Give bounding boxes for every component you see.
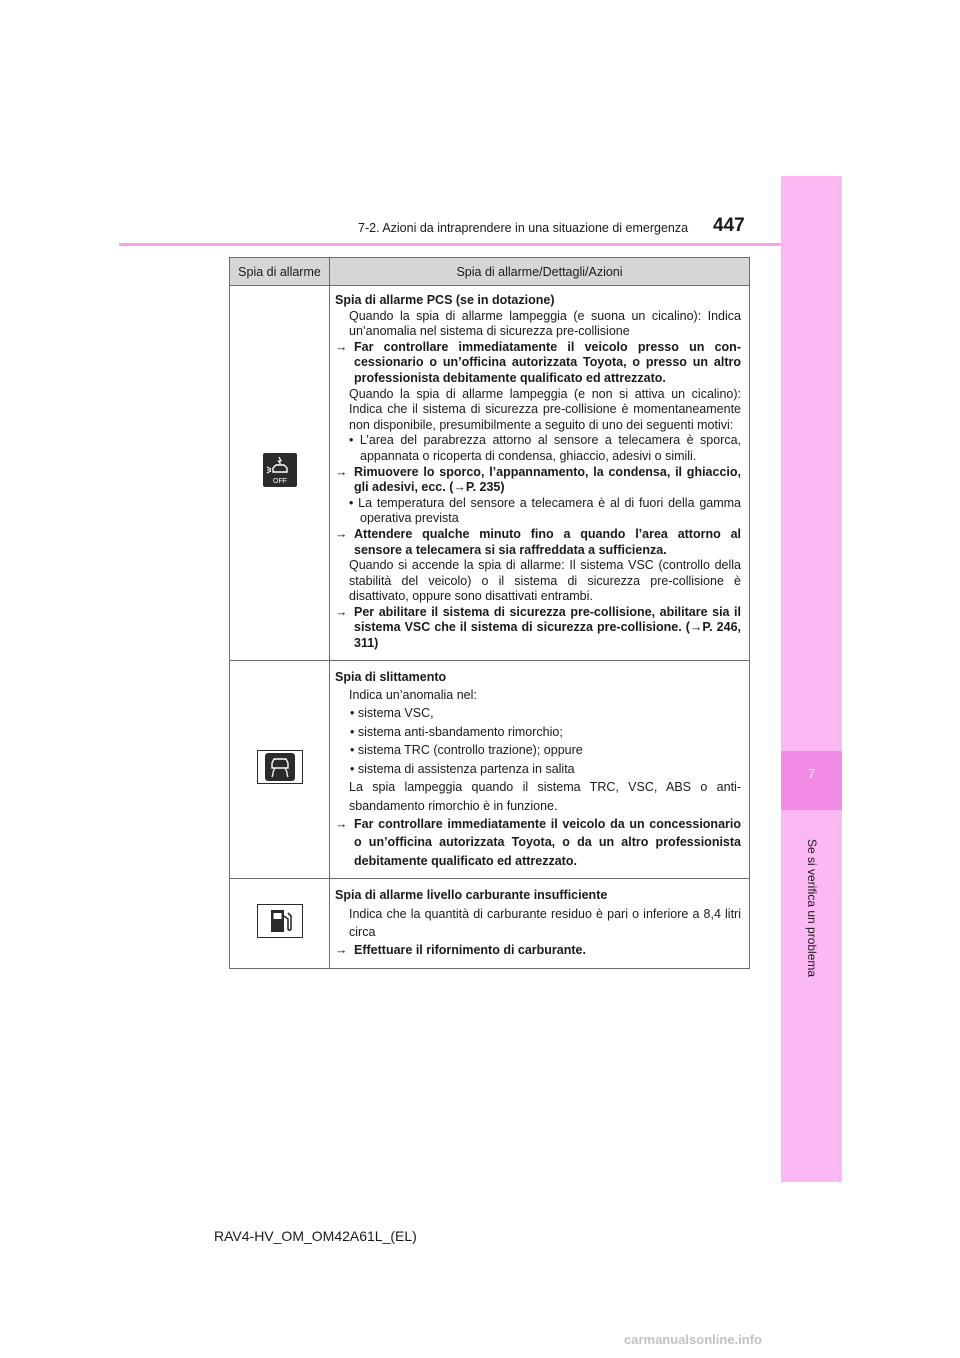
- row-title: Spia di allarme livello carburante insufficiente: [335, 888, 608, 903]
- row-bullet-wrap: [335, 496, 741, 527]
- row-paragraph: Quando si accende la spia di allarme: Il sistema VSC (controllo della stabilità del veicolo) o il sistema di sicurezza pre-collisione è disattivato, oppure sono disattivati entrambi.: [349, 558, 741, 604]
- row-bullet: • sistema anti-sbandamento rimorchio;: [350, 724, 563, 739]
- row-bullet: • sistema TRC (controllo trazione); oppure: [350, 743, 583, 758]
- watermark: carmanualsonline.info: [624, 1332, 762, 1347]
- row-bullet-wrap: [335, 433, 741, 464]
- row-action: → Effettuare il rifornimento di carburante.: [335, 943, 586, 958]
- icon-cell: [230, 286, 330, 661]
- page-number: 447: [713, 215, 745, 236]
- row-action: → Rimuovere lo sporco, l’appannamento, la condensa, il ghiaccio, gli adesivi, ecc. (→P. 235): [335, 464, 741, 495]
- row-action: → Attendere qualche minuto fino a quando l’area attorno al sensore a telecamera si sia raffreddata a sufficienza.: [335, 526, 741, 557]
- pcs-off-warning-icon: [263, 453, 297, 492]
- chapter-number: 7: [807, 766, 816, 781]
- document-code: RAV4-HV_OM_OM42A61L_(EL): [214, 1228, 417, 1244]
- row-paragraph: Indica che la quantità di carburante residuo è pari o inferiore a 8,4 litri circa: [349, 906, 741, 939]
- row-bullet: • La temperatura del sensore a telecamera è al di fuori della gamma operativa prevista: [349, 495, 741, 526]
- header-cell-details: Spia di allarme/Dettagli/Azioni: [330, 258, 750, 286]
- section-title: 7-2. Azioni da intraprendere in una situazione di emergenza: [358, 221, 689, 235]
- row-bullet: • sistema di assistenza partenza in salita: [350, 761, 575, 776]
- row-paragraph: Indica un’anomalia nel:: [349, 688, 477, 703]
- chapter-title: Se si verifica un problema: [805, 839, 819, 978]
- table-row: [230, 286, 750, 661]
- row-action: → Far controllare immediatamente il veicolo presso un concessionario o un’officina autorizzata Toyota, o presso un altro professionista debitamente qualificato ed attrezzato.: [335, 339, 741, 385]
- icon-cell: [230, 879, 330, 969]
- icon-cell: [230, 660, 330, 878]
- row-bullet: • L’area del parabrezza attorno al sensore a telecamera è sporca, appannata o ricoperta di condensa, ghiaccio, adesivi o simili.: [349, 433, 741, 463]
- row-paragraph: La spia lampeggia quando il sistema TRC, VSC, ABS o antisbandamento rimorchio è in funzione.: [349, 780, 741, 813]
- chapter-side-tab: [781, 176, 842, 1182]
- row-title: Spia di slittamento: [335, 669, 447, 684]
- row-paragraph: Quando la spia di allarme lampeggia (e non si attiva un cicalino): Indica che il sistema di sicurezza pre-collisione è momentaneamente non disponibile, presumibilmente a seguito di uno dei seguenti motivi:: [349, 386, 741, 432]
- fuel-pump-icon: [257, 904, 303, 943]
- row-paragraph: Quando la spia di allarme lampeggia (e suona un cicalino): Indica un’anomalia nel sistema di sicurezza pre-collisione: [349, 308, 741, 339]
- table-row: [230, 879, 750, 969]
- header-cell-warning-light: Spia di allarme: [230, 258, 330, 286]
- details-cell: [330, 879, 750, 969]
- warning-lights-table: [229, 257, 750, 969]
- header-rule: [119, 243, 781, 246]
- table-row: [230, 660, 750, 878]
- row-action: → Far controllare immediatamente il veicolo da un concessionario o un’officina autorizzata Toyota, o da un altro professionista debitamente qualificato ed attrezzato.: [335, 816, 741, 868]
- row-title: Spia di allarme PCS (se in dotazione): [335, 293, 555, 307]
- table-header-row: [230, 258, 750, 286]
- row-action: → Per abilitare il sistema di sicurezza pre-collisione, abilitare sia il sistema VSC che il sistema di sicurezza pre-collisione. (→P. 246, 311): [335, 604, 741, 651]
- details-cell: [330, 286, 750, 661]
- details-cell: [330, 660, 750, 878]
- pcs-off-label: OFF: [272, 478, 287, 486]
- slip-indicator-icon: [257, 750, 303, 789]
- row-bullet: • sistema VSC,: [350, 706, 434, 721]
